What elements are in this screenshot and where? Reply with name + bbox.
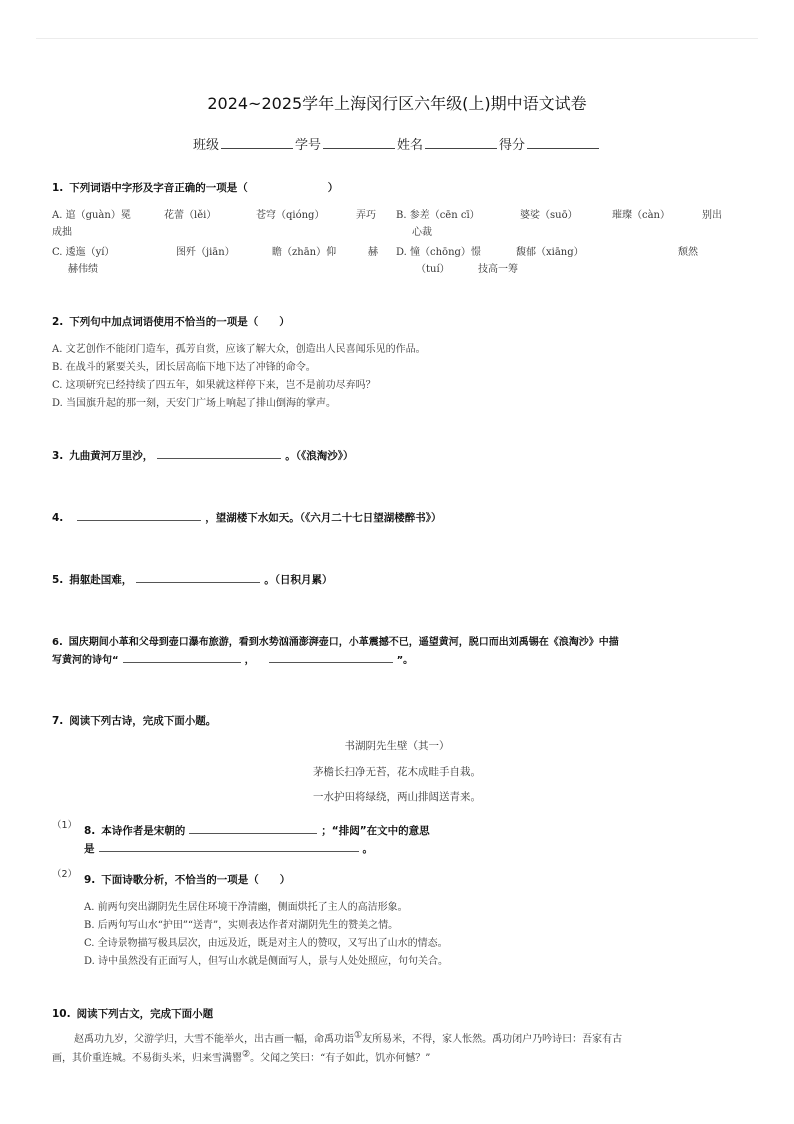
q2-option-a[interactable]: A. 文艺创作不能闭门造车，孤芳自赏，应该了解大众，创造出人民喜闻乐见的作品。	[52, 344, 426, 355]
question-text: ，	[244, 655, 255, 666]
question-number: 1.	[52, 182, 64, 194]
q9-option-a[interactable]: A. 前两句突出湖阴先生居住环境干净清幽，侧面烘托了主人的高洁形象。	[84, 902, 408, 913]
name-field[interactable]	[425, 136, 497, 149]
q1-option-b-part5: 心裁	[412, 227, 432, 238]
class-field[interactable]	[221, 136, 293, 149]
question-number: 7.	[52, 715, 64, 727]
question-text: 国庆期间小革和父母到壶口瀑布旅游，看到水势汹涌澎湃壶口，小革震撼不已，遥望黄河，脱口而出刘禹锡在《浪淘沙》中描	[68, 637, 619, 648]
q1-option-c-part2: 图歼（jiān）	[176, 247, 235, 258]
subquestion-1-number: （1）	[52, 820, 78, 831]
question-source: 。（日积月累）	[264, 574, 333, 586]
id-field[interactable]	[323, 136, 395, 149]
passage-line-1	[74, 1030, 622, 1045]
q1-option-a-part4: 弄巧	[356, 210, 376, 221]
q1-option-b-part3: 璀璨（càn）	[612, 210, 671, 221]
score-label: 得分	[499, 138, 526, 153]
q1-option-d-part1[interactable]: D. 憧（chōng）憬	[396, 247, 481, 258]
q1-option-d-part2: 馥郁（xiāng）	[516, 247, 584, 258]
passage-text: 。父闻之笑曰：“有子如此，饥亦何憾？”	[250, 1053, 431, 1064]
question-number: 10.	[52, 1008, 71, 1020]
score-field[interactable]	[527, 136, 599, 149]
q9-option-d[interactable]: D. 诗中虽然没有正面写人，但写山水就是侧面写人，景与人处处照应，句句关合。	[84, 956, 449, 967]
subquestion-2-number: （2）	[52, 869, 78, 880]
answer-blank[interactable]	[77, 510, 201, 521]
question-number: 9.	[84, 874, 96, 886]
q2-option-c[interactable]: C. 这项研究已经持续了四五年，如果就这样停下来，岂不是前功尽弃吗？	[52, 380, 376, 391]
question-source: 。（《浪淘沙》）	[285, 450, 354, 462]
answer-blank-author[interactable]	[189, 823, 317, 834]
question-text: 九曲黄河万里沙，	[69, 450, 154, 462]
answer-blank[interactable]	[157, 448, 281, 459]
subquestion-8-line2	[84, 841, 373, 856]
question-3	[52, 448, 354, 463]
poem-line-2: 一水护田将绿绕，两山排闼送青来。	[313, 791, 481, 803]
question-4	[52, 510, 442, 525]
q1-option-a-part5: 成拙	[52, 227, 72, 238]
passage-line-2	[52, 1049, 430, 1064]
question-2	[52, 314, 290, 329]
answer-blank[interactable]	[136, 572, 260, 583]
question-number: 6.	[52, 637, 63, 648]
question-text: 是	[84, 843, 95, 855]
q1-option-c-part4: 赫	[368, 247, 378, 258]
question-number: 5.	[52, 574, 64, 586]
footnote-mark-2: ②	[242, 1049, 251, 1060]
question-6-line1	[52, 633, 619, 648]
q1-option-b-part1[interactable]: B. 参差（cēn cī）	[396, 210, 480, 221]
q1-option-c-part5: 赫伟绩	[68, 264, 98, 275]
student-info-line	[0, 134, 794, 153]
question-stem: 下列句中加点词语使用不恰当的一项是（ ）	[69, 316, 290, 328]
footnote-mark-1: ①	[354, 1030, 363, 1041]
question-text: 本诗作者是宋朝的	[101, 825, 186, 837]
name-label: 姓名	[397, 138, 424, 153]
question-stem: 下面诗歌分析，不恰当的一项是（ ）	[101, 874, 291, 886]
q1-option-d-part5: 技高一筹	[478, 264, 518, 275]
question-text: ；“排闼”在文中的意思	[321, 825, 430, 837]
question-text: 。	[362, 843, 373, 855]
question-stem: 阅读下列古诗，完成下面小题。	[69, 715, 217, 727]
q1-option-d-part4: （tuí）	[416, 264, 450, 275]
q1-option-a-part2: 花蕾（lěi）	[164, 210, 217, 221]
question-5	[52, 572, 333, 587]
question-number: 3.	[52, 450, 64, 462]
q2-option-d[interactable]: D. 当国旗升起的那一刻，天安门广场上响起了排山倒海的掌声。	[52, 398, 337, 409]
question-7	[52, 713, 216, 728]
passage-text: 赵禹功九岁，父游学归，大雪不能举火，出古画一幅，命禹功诣	[74, 1034, 354, 1045]
question-1	[52, 180, 338, 195]
q9-option-c[interactable]: C. 全诗景物描写极具层次，由远及近，既是对主人的赞叹，又写出了山水的情态。	[84, 938, 448, 949]
q1-option-c-part1[interactable]: C. 逶迤（yí）	[52, 247, 115, 258]
q9-option-b[interactable]: B. 后两句写山水“护田”“送青”，实则表达作者对湖阴先生的赞美之情。	[84, 920, 399, 931]
subquestion-8	[84, 823, 430, 838]
question-number: 2.	[52, 316, 64, 328]
poem-title: 书湖阴先生壁（其一）	[344, 740, 450, 752]
question-6-line2	[52, 651, 413, 666]
passage-text: 画，其价重连城。不易街头米，归来雪满罂	[52, 1053, 242, 1064]
q1-option-b-part4: 别出	[702, 210, 722, 221]
subquestion-9	[84, 872, 290, 887]
q1-option-a-part3: 苍穹（qióng）	[256, 210, 325, 221]
answer-blank-2[interactable]	[269, 652, 393, 663]
question-number: 8.	[84, 825, 96, 837]
top-divider	[36, 38, 758, 39]
question-text: 捐躯赴国难，	[69, 574, 133, 586]
question-stem: 下列词语中字形及字音正确的一项是（	[69, 182, 248, 194]
id-label: 学号	[294, 138, 321, 153]
q1-option-c-part3: 瞻（zhān）仰	[272, 247, 337, 258]
question-10	[52, 1006, 213, 1021]
page-title: 2024~2025学年上海闵行区六年级(上)期中语文试卷	[207, 94, 587, 113]
q1-option-b-part2: 婆娑（suō）	[520, 210, 578, 221]
answer-blank-1[interactable]	[123, 652, 241, 663]
answer-blank-meaning[interactable]	[99, 841, 359, 852]
passage-text: 友所易米，不得，家人怅然。禹功闭户乃吟诗曰：吾家有古	[362, 1034, 623, 1045]
q1-option-a-part1[interactable]: A. 逭（guàn）冕	[52, 210, 131, 221]
poem-line-1: 茅檐长扫净无苔，花木成畦手自栽。	[313, 766, 481, 778]
question-stem-end: ）	[327, 182, 339, 194]
question-number: 4.	[52, 512, 64, 524]
question-text: 写黄河的诗句“	[52, 655, 119, 666]
question-text: ”。	[396, 655, 414, 666]
q2-option-b[interactable]: B. 在战斗的紧要关头，团长居高临下地下达了冲锋的命令。	[52, 362, 316, 373]
question-stem: 阅读下列古文，完成下面小题	[76, 1008, 214, 1020]
q1-option-d-part3: 颓然	[678, 247, 698, 258]
class-label: 班级	[192, 138, 219, 153]
question-text: ，望湖楼下水如天。（《六月二十七日望湖楼醉书》）	[205, 512, 442, 524]
